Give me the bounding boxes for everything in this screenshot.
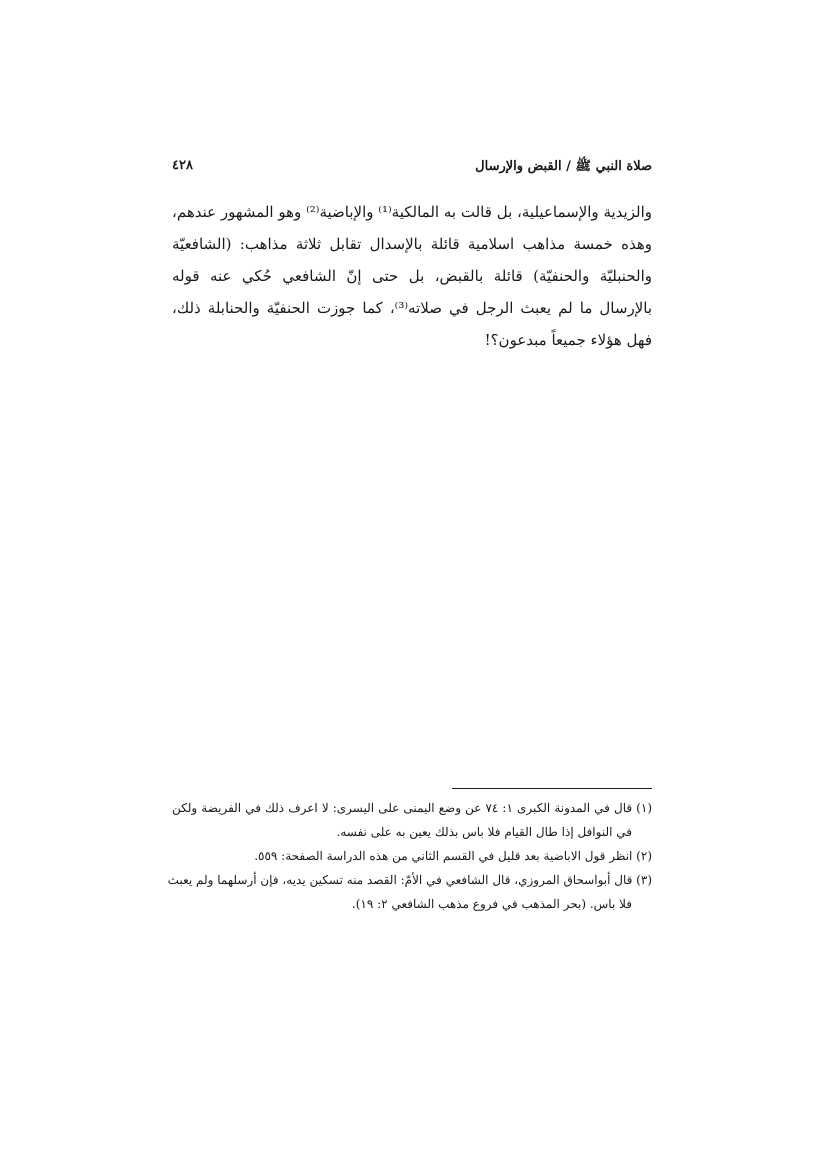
main-text [172,196,652,356]
text-line: وهذه خمسة مذاهب اسلامية قائلة بالإسدال تقابل ثلاثة مذاهب: (الشافعيّة [172,235,652,253]
footnote-3-line-2: فلا باس. (بحر المذهب في فروع مذهب الشافعي ٢: ١٩). [351,897,632,911]
text-line: والزيدية والإسماعيلية، بل قالت به المالكية⁽¹⁾ والإباضية⁽²⁾ وهو المشهور عندهم، [172,203,652,221]
running-title: صلاة النبي ﷺ / القبض والإرسال [475,159,652,174]
footnote-divider [452,788,652,789]
footnote-1-line-2: في النوافل إذا طال القيام فلا باس بذلك يعين به على نفسه. [336,825,632,839]
footnote-2-line-1: (٢) انظر قول الاباضية بعد قليل في القسم الثاني من هذه الدراسة الصفحة: ٥٥٩. [254,849,652,863]
text-line: والحنبليّة والحنفيّة) قائلة بالقبض، بل حتى إنّ الشافعي حُكي عنه قوله [172,267,652,285]
footnote-1-line-1: (١) قال في المدونة الكبرى ١: ٧٤ عن وضع اليمنى على اليسرى: لا اعرف ذلك في الفريضة ولكن [172,801,652,815]
footnotes [167,796,652,916]
text-line: بالإرسال ما لم يعبث الرجل في صلاته⁽³⁾، كما جوزت الحنفيّة والحنابلة ذلك، [172,299,652,317]
page-header [172,158,652,180]
text-line: فهل هؤلاء جميعاً مبدعون؟! [484,331,652,349]
page-number: ٤٢٨ [172,158,193,173]
footnote-3-line-1: (٣) قال أبواسحاق المروزي، قال الشافعي في الأمّ: القصد منه تسكين يديه، فإن أرسلهما ولم يعبث [167,873,652,887]
